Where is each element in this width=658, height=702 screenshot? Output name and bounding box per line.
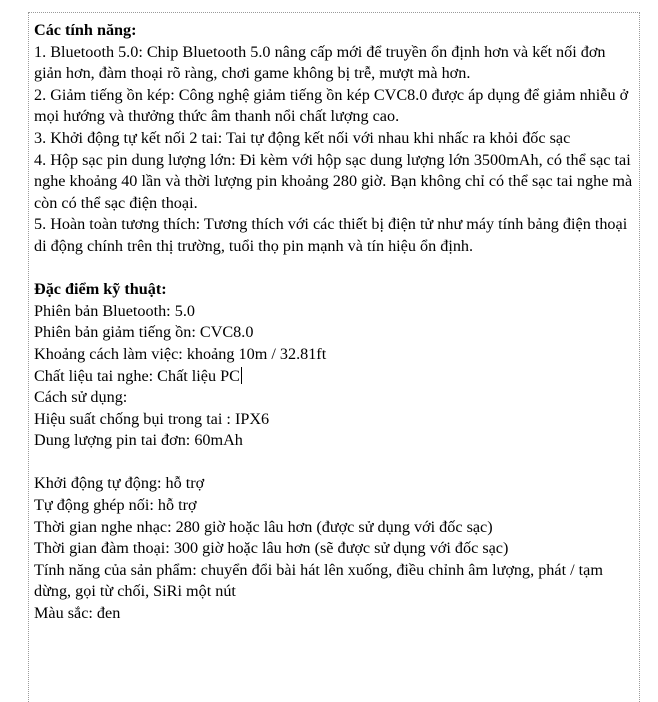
spec-line: Thời gian đàm thoại: 300 giờ hoặc lâu hơn (sẽ được sử dụng với đốc sạc) <box>34 539 509 558</box>
blank-line <box>34 258 634 280</box>
specs-heading: Đặc điểm kỹ thuật: <box>34 280 167 299</box>
feature-item: 4. Hộp sạc pin dung lượng lớn: Đi kèm với hộp sạc dung lượng lớn 3500mAh, có thể sạc tai nghe khoảng 40 lần và thời lượng pin khoảng 280 giờ. Bạn không chỉ có thể sạc tai nghe mà còn có thể sạc điện thoại. <box>34 150 633 212</box>
spec-line: Cách sử dụng: <box>34 388 128 407</box>
features-heading: Các tính năng: <box>34 21 137 39</box>
spec-line: Thời gian nghe nhạc: 280 giờ hoặc lâu hơn (được sử dụng với đốc sạc) <box>34 517 493 536</box>
document-body[interactable] <box>34 20 634 625</box>
spec-line: Chất liệu tai nghe: Chất liệu PC <box>34 366 240 385</box>
spec-line: Khoảng cách làm việc: khoảng 10m / 32.81ft <box>34 344 327 363</box>
text-cursor <box>241 367 242 384</box>
spec-line: Phiên bản giảm tiếng ồn: CVC8.0 <box>34 323 254 342</box>
spec-line: Phiên bản Bluetooth: 5.0 <box>34 301 195 320</box>
feature-item: 1. Bluetooth 5.0: Chip Bluetooth 5.0 nâng cấp mới để truyền ổn định hơn và kết nối đơn giản hơn, đàm thoại rõ ràng, chơi game không bị trễ, mượt mà hơn. <box>34 42 606 83</box>
spec-line-with-cursor <box>34 366 634 388</box>
feature-item: 2. Giảm tiếng ồn kép: Công nghệ giảm tiếng ồn kép CVC8.0 được áp dụng để giảm nhiễu ở mọi hướng và thưởng thức âm thanh nổi chất lượng cao. <box>34 85 629 126</box>
spec-line: Dung lượng pin tai đơn: 60mAh <box>34 431 243 450</box>
spec-line: Tự động ghép nối: hỗ trợ <box>34 496 197 515</box>
feature-item: 3. Khởi động tự kết nối 2 tai: Tai tự động kết nối với nhau khi nhấc ra khỏi đốc sạc <box>34 128 571 147</box>
spec-line: Hiệu suất chống bụi trong tai : IPX6 <box>34 409 270 428</box>
spec-line: Khởi động tự động: hỗ trợ <box>34 474 205 493</box>
spec-line: Tính năng của sản phẩm: chuyển đổi bài hát lên xuống, điều chỉnh âm lượng, phát / tạm dừng, gọi từ chối, SiRi một nút <box>34 560 603 601</box>
feature-item: 5. Hoàn toàn tương thích: Tương thích với các thiết bị điện tử như máy tính bảng điện thoại di động chính trên thị trường, tuổi thọ pin mạnh và tín hiệu ổn định. <box>34 215 628 255</box>
blank-line <box>34 452 634 474</box>
spec-line: Màu sắc: đen <box>34 604 121 623</box>
